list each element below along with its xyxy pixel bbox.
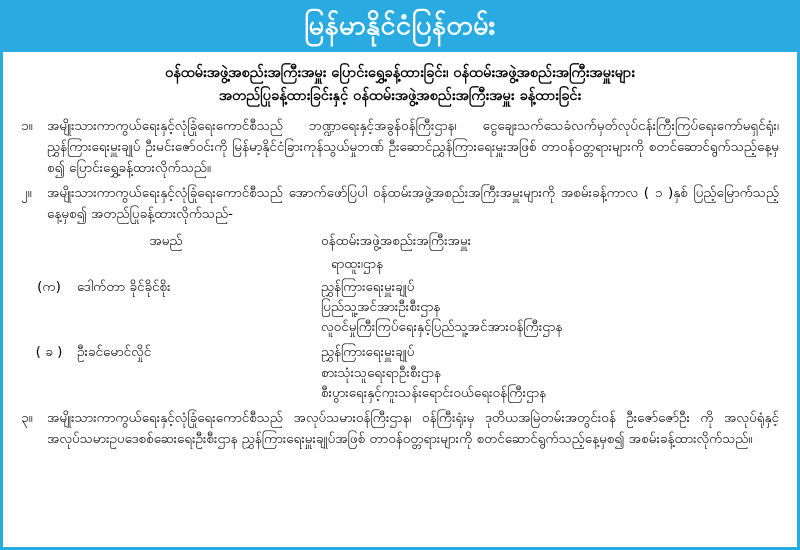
- subtitle-line-2: အတည်ပြုခန့်ထားခြင်းနှင့် ဝန်ထမ်းအဖွဲ့အစည်းအကြီးအမှူး ခန့်ထားခြင်း: [218, 87, 582, 104]
- row-1-post-1: ညွှန်ကြားရေးမှူးချုပ်: [321, 278, 415, 295]
- page-banner-title: မြန်မာနိုင်ငံပြန်တမ်း: [3, 3, 797, 52]
- paragraph-1-text: အမျိုးသားကာကွယ်ရေးနှင့်လုံခြုံရေးကောင်စီသည် ဘဏ္ဍာရေးနှင့်အခွန်ဝန်ကြီးဌာန၊ ငွေချေးသက်သေခံလက်မှတ်လုပ်ငန်းကြီးကြပ်ရေးကော်မရှင်ရုံး၊ ညွှန်ကြားရေးမှူးချုပ် ဦးမင်းဇော်ဝင်းကို မြန်မာ့နိုင်ငံခြားကုန်သွယ်မှုဘဏ် ဦးဆောင်ညွှန်ကြားရေးမှူးအဖြစ် တာဝန်ဝတ္တရားများကို စတင်ဆောင်ရွက်သည့်နေ့မှစ၍ ပြောင်းရွှေ့ခန့်ထားလိုက်သည်။: [47, 118, 779, 176]
- row-2-label: ( ခ ): [35, 344, 63, 361]
- paragraph-1: [21, 116, 779, 179]
- paragraph-2-text: အမျိုးသားကာကွယ်ရေးနှင့်လုံခြုံရေးကောင်စီသည် အောက်ဖော်ပြပါ ဝန်ထမ်းအဖွဲ့အစည်းအကြီးအမှူးများကို အစမ်းခန့်ကာလ ( ၁ )နှစ် ပြည့်မြောက်သည့်နေ့မှစ၍ အတည်ပြုခန့်ထားလိုက်သည်-: [47, 184, 779, 222]
- paragraph-1-marker: ၁။: [21, 118, 33, 135]
- document-subtitle: [21, 62, 779, 108]
- row-1-name: ဒေါက်တာ ခိုင်ခိုင်စိုး: [77, 278, 171, 295]
- row-1-post-3: လူဝင်မှုကြီးကြပ်ရေးနှင့်ပြည်သူ့အင်အားဝန်ကြီးဌာန: [321, 319, 563, 336]
- paragraph-3-text: အမျိုးသားကာကွယ်ရေးနှင့်လုံခြုံရေးကောင်စီသည် အလုပ်သမားဝန်ကြီးဌာန၊ ဝန်ကြီးရုံးမှ ဒုတိယအမြဲတမ်းအတွင်းဝန် ဦးဇော်ဇော်ဦး ကို အလုပ်ရုံနှင့်အလုပ်သမားဥပဒေစစ်ဆေးရေးဦးစီးဌာန ညွှန်ကြားရေးမှူးချုပ်အဖြစ် တာဝန်ဝတ္တရားများကို စတင်ဆောင်ရွက်သည့်နေ့မှစ၍ အစမ်းခန့်ထားလိုက်သည်။: [47, 410, 779, 447]
- column-header-name: အမည်: [149, 232, 183, 249]
- appointee-table-header: [21, 231, 779, 252]
- document-body: [3, 52, 797, 547]
- row-1-post-2: ပြည်သူ့အင်အားဦးစီးဌာန: [321, 298, 441, 315]
- row-2-post-2: စားသုံးသူရေးရာဦးစီးဌာန: [321, 364, 441, 381]
- table-row: [21, 342, 779, 403]
- row-2-post-1: ညွှန်ကြားရေးမှူးချုပ်: [321, 344, 415, 361]
- paragraph-3: [21, 408, 779, 450]
- column-header-post: ဝန်ထမ်းအဖွဲ့အစည်းအကြီးအမှူး: [321, 232, 472, 249]
- column-subheader-rank-department: ရာထူး၊ဌာန: [331, 255, 383, 272]
- paragraph-2: [21, 183, 779, 225]
- row-2-posts: [311, 342, 779, 403]
- row-2-name: ဦးခင်မောင်လှိုင်: [77, 344, 152, 361]
- row-1-posts: [311, 277, 779, 338]
- paragraph-3-marker: ၃။: [21, 410, 33, 427]
- subtitle-line-1: ဝန်ထမ်းအဖွဲ့အစည်းအကြီးအမှူး ပြောင်းရွှေ့ခန့်ထားခြင်း၊ ဝန်ထမ်းအဖွဲ့အစည်းအကြီးအမှူးများ: [165, 64, 635, 81]
- row-2-post-3: စီးပွားရေးနှင့်ကူးသန်းရောင်းဝယ်ရေးဝန်ကြီးဌာန: [321, 384, 547, 401]
- table-row: [21, 277, 779, 338]
- row-1-label: (က): [37, 278, 61, 295]
- paragraph-2-marker: ၂။: [21, 184, 32, 201]
